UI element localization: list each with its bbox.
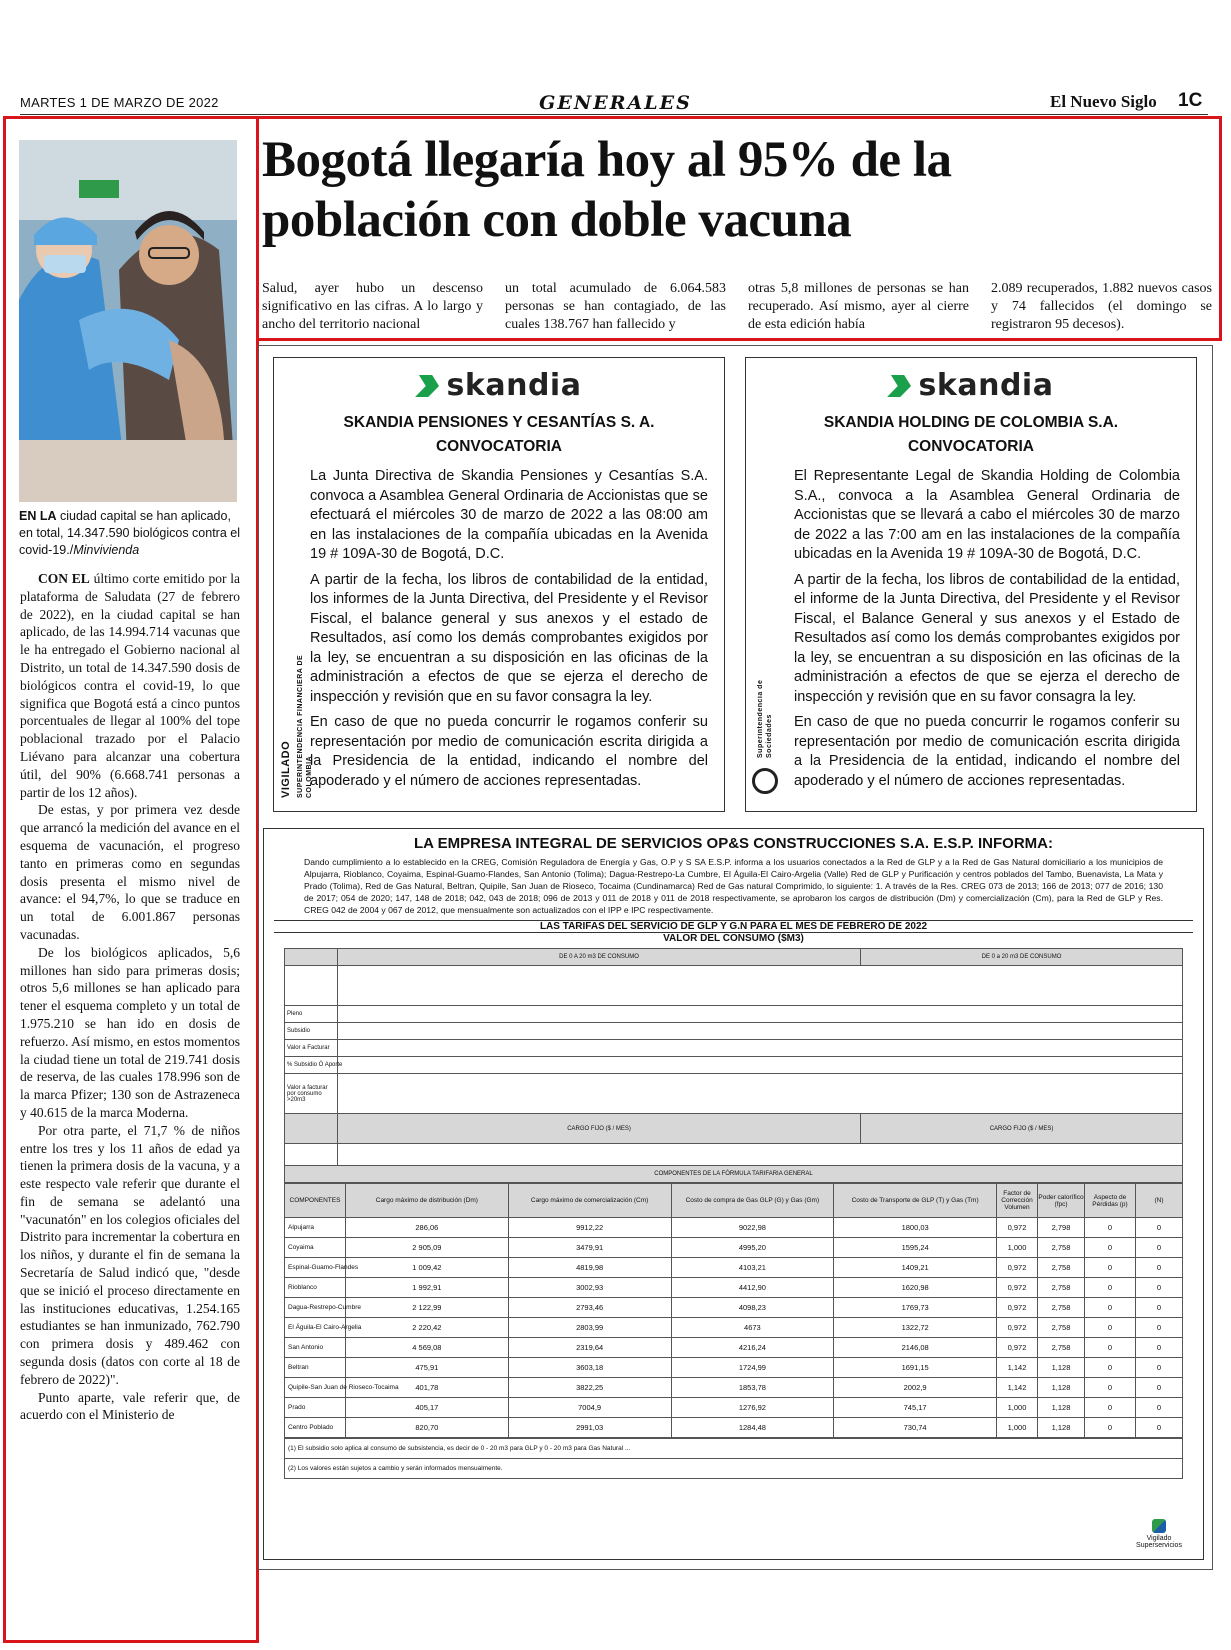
value-cell: 405,17 (346, 1398, 509, 1418)
municipality-cell: San Antonio (285, 1338, 346, 1358)
cargo-fijo-left: CARGO FIJO ($ / MES) (338, 1114, 861, 1144)
cell (338, 966, 1183, 1006)
tariff-row-label: Valor a facturar por consumo >20m3 (285, 1074, 338, 1114)
headline: Bogotá llegaría hoy al 95% de la población con doble vacuna (262, 132, 952, 248)
ad2-paragraph-2: A partir de la fecha, los libros de contabilidad de la entidad, el informe de la Junta Directiva, del Presidente y el Revisor Fiscal, el Balance General y sus anexos y el Estado de Resultados así como los demás comprobantes exigidos por la ley, se encuentran a su disposición en las oficinas de la administración a efectos de que se ejerza el derecho de inspección y revisión que en su favor consagra la ley. (794, 571, 1180, 705)
value-cell: 1800,03 (834, 1218, 997, 1238)
caption-lead: EN LA (19, 509, 57, 523)
value-cell: 0 (1136, 1238, 1183, 1258)
skandia-logo: skandia (274, 368, 724, 403)
value-cell: 1691,15 (834, 1358, 997, 1378)
tariff-table-wrap (284, 948, 1183, 1479)
value-cell: 0 (1085, 1238, 1136, 1258)
value-cell: 9912,22 (508, 1218, 671, 1238)
value-cell: 0 (1136, 1318, 1183, 1338)
value-cell: 0,972 (997, 1278, 1038, 1298)
value-cell: 745,17 (834, 1398, 997, 1418)
municipality-cell: Espinal-Guamo-Flandes (285, 1258, 346, 1278)
value-cell: 1 009,42 (346, 1258, 509, 1278)
tariff-row-label: Valor a Facturar (285, 1040, 338, 1057)
tariff-range-right: DE 0 a 20 m3 DE CONSUMO (861, 949, 1183, 966)
value-cell: 820,70 (346, 1418, 509, 1438)
components-col-header: Poder calorífico (fpc) (1038, 1184, 1085, 1218)
skandia-mark-icon (887, 375, 913, 397)
value-cell: 1724,99 (671, 1358, 834, 1378)
ad1-title: SKANDIA PENSIONES Y CESANTÍAS S. A. (343, 414, 655, 431)
subcolumn-4: 2.089 recuperados, 1.882 nuevos casos y 74 fallecidos (el domingo se registraron 95 decesos). (991, 281, 1212, 332)
page-number: 1C (1178, 90, 1203, 111)
ad1-superfinanciera-label: SUPERINTENDENCIA FINANCIERA DE COLOMBIA (297, 654, 313, 798)
cell (285, 1144, 338, 1166)
article-paragraph-5: Punto aparte, vale referir que, de acuerdo con el Ministerio de (20, 1389, 240, 1423)
article-paragraph-1: último corte emitido por la plataforma de Saludata (27 de febrero de 2022), en la ciudad capital se han aplicado, de las 14.994.714 vacunas que le ha entregado el Gobierno nacional al Distrito, un total de 14.347.590 dosis de biológicos contra el covid-19, lo que significa que Bogotá está a cinco puntos porcentuales de llegar al 100% del tope poblacional trazado por el Palacio Liévano para alcanzar una cobertura útil, del 90% (6.668.741 personas a partir de los 12 años). (20, 571, 241, 800)
subcolumn-1: Salud, ayer hubo un descenso significativo en las cifras. A lo largo y ancho del territorio nacional (262, 281, 483, 332)
table-row (285, 1278, 1183, 1298)
cell (285, 949, 338, 966)
value-cell: 1,142 (997, 1358, 1038, 1378)
value-cell: 4103,21 (671, 1258, 834, 1278)
tariff-row-values (338, 1023, 1183, 1040)
article-paragraph-4: Por otra parte, el 71,7 % de niños entre los tres y los 11 años de edad ya tienen la primera dosis de la vacuna, y a este respecto vale referir que durante el fin de semana se adelantó una "vacunatón" en los colegios oficiales del Distrito para incrementar la cobertura en los niños, y durante el fin de semana la Secretaría de Salud indicó que, "desde que se inició el proceso directamente en las instituciones educativas, 1.254.165 estudiantes se han inmunizado, 762.790 con primera dosis y 489.462 con segunda dosis (datos con corte al 18 de febrero de 2022)". (20, 1122, 240, 1387)
cell (338, 1144, 1183, 1166)
table-row (285, 1418, 1183, 1438)
value-cell: 1,128 (1038, 1358, 1085, 1378)
ad1-paragraph-1: La Junta Directiva de Skandia Pensiones y Cesantías S.A. convoca a Asamblea General Ordinaria de Accionistas que se efectuará el miércoles 30 de marzo de 2022 a las 08:00 am en las instalaciones de la compañía ubicadas en la Avenida 19 # 109A-30 de Bogotá, D.C. (310, 468, 708, 562)
components-col-header: Cargo máximo de distribución (Dm) (346, 1184, 509, 1218)
value-cell: 1276,92 (671, 1398, 834, 1418)
value-cell: 1,128 (1038, 1418, 1085, 1438)
cell (285, 1114, 338, 1144)
table-row (285, 1318, 1183, 1338)
ad1-subtitle: CONVOCATORIA (435, 438, 562, 455)
ad2-supersociedades-label: Superintendencia de Sociedades (757, 679, 773, 758)
value-cell: 2,758 (1038, 1338, 1085, 1358)
value-cell: 2803,99 (508, 1318, 671, 1338)
subcolumn-3: otras 5,8 millones de personas se han recuperado. Así mismo, ayer al cierre de esta edición había (748, 281, 969, 332)
components-col-header: Aspecto de Pérdidas (p) (1085, 1184, 1136, 1218)
components-col-header: Cargo máximo de comercialización (Cm) (508, 1184, 671, 1218)
value-cell: 0 (1136, 1378, 1183, 1398)
article-paragraph-2: De estas, y por primera vez desde que arrancó la medición del avance en el esquema de vacunación, el progreso tanto en primeras como en segundas dosis presenta el mismo nivel de avance: el 94,7%, lo que se traduce en un total de 6.001.867 personas vacunadas. (20, 802, 241, 942)
value-cell: 1 992,91 (346, 1278, 509, 1298)
table-row (285, 1358, 1183, 1378)
value-cell: 1,142 (997, 1378, 1038, 1398)
value-cell: 0 (1136, 1218, 1183, 1238)
components-title: COMPONENTES DE LA FÓRMULA TARIFARIA GENERAL (285, 1166, 1183, 1183)
table-row (285, 1378, 1183, 1398)
value-cell: 7004,9 (508, 1398, 671, 1418)
components-col-header: (N) (1136, 1184, 1183, 1218)
value-cell: 0 (1085, 1218, 1136, 1238)
value-cell: 3479,91 (508, 1238, 671, 1258)
value-cell: 0 (1085, 1378, 1136, 1398)
value-cell: 0 (1136, 1398, 1183, 1418)
header-rule (20, 114, 1208, 115)
components-col-header: Costo de compra de Gas GLP (G) y Gas (Gm) (671, 1184, 834, 1218)
table-row (285, 1238, 1183, 1258)
value-cell: 4673 (671, 1318, 834, 1338)
section-title: GENERALES (539, 92, 692, 114)
value-cell: 0 (1136, 1258, 1183, 1278)
subcolumn-2: un total acumulado de 6.064.583 personas se han contagiado, de las cuales 138.767 han fallecido y (505, 281, 726, 332)
ad2-paragraph-3: En caso de que no pueda concurrir le rogamos conferir su representación por medio de comunicación escrita dirigida a la Presidencia de la entidad, indicando el nombre del apoderado y el número de acciones representadas. (794, 714, 1180, 789)
value-cell: 2,758 (1038, 1298, 1085, 1318)
components-col-header: Factor de Corrección Volumen (997, 1184, 1038, 1218)
caption-credit: Minvivienda (73, 543, 140, 557)
value-cell: 0 (1136, 1358, 1183, 1378)
value-cell: 1,128 (1038, 1398, 1085, 1418)
value-cell: 2,758 (1038, 1278, 1085, 1298)
value-cell: 2146,08 (834, 1338, 997, 1358)
municipality-cell: Dagua-Restrepo-Cumbre (285, 1298, 346, 1318)
superservicios-logo: Vigilado Superservicios (1129, 1519, 1189, 1549)
ad1-vigilado-label: VIGILADO (280, 740, 292, 798)
ad2-title: SKANDIA HOLDING DE COLOMBIA S.A. (823, 414, 1119, 431)
page-date: MARTES 1 DE MARZO DE 2022 (20, 95, 219, 110)
value-cell: 0,972 (997, 1298, 1038, 1318)
table-row (285, 1218, 1183, 1238)
value-cell: 2 220,42 (346, 1318, 509, 1338)
value-cell: 0 (1085, 1278, 1136, 1298)
value-cell: 4412,90 (671, 1278, 834, 1298)
value-cell: 3603,18 (508, 1358, 671, 1378)
value-cell: 1620,98 (834, 1278, 997, 1298)
value-cell: 0 (1136, 1278, 1183, 1298)
table-row (285, 1298, 1183, 1318)
value-cell: 0 (1085, 1398, 1136, 1418)
tariff-notice (263, 828, 1204, 1560)
value-cell: 401,78 (346, 1378, 509, 1398)
municipality-cell: Centro Poblado (285, 1418, 346, 1438)
municipality-cell: Quipile-San Juan de Rioseco-Tocaima (285, 1378, 346, 1398)
value-cell: 0 (1136, 1298, 1183, 1318)
value-cell: 2,798 (1038, 1218, 1085, 1238)
value-cell: 475,91 (346, 1358, 509, 1378)
article-paragraph-3: De los biológicos aplicados, 5,6 millones han sido para primeras dosis; otros 5,6 millones se han aplicado para tener el esquema completo y un total de 1.975.210 se han ido en dosis de refuerzo. Así mismo, en estos momentos la ciudad tiene un total de 219.741 dosis de reserva, de las cuales 178.996 son de la marca Pfizer; 130 son de Astrazeneca y 40.615 de la marca Moderna. (20, 944, 240, 1120)
ad2-paragraph-1: El Representante Legal de Skandia Holding de Colombia S.A., convoca a la Asamblea General Ordinaria de Accionistas que se llevará a cabo el miércoles 30 de marzo de 2022 a las 7:00 am en las instalaciones de la compañía ubicadas en la Avenida 19 # 109A-30 de Bogotá, D.C. (794, 468, 1180, 562)
value-cell: 0 (1085, 1258, 1136, 1278)
value-cell: 2 122,99 (346, 1298, 509, 1318)
value-cell: 3002,93 (508, 1278, 671, 1298)
cell (285, 966, 338, 1006)
value-cell: 286,06 (346, 1218, 509, 1238)
value-cell: 0,972 (997, 1318, 1038, 1338)
value-cell: 730,74 (834, 1418, 997, 1438)
ad2-body (794, 467, 1180, 791)
tariff-row-values (338, 1057, 1183, 1074)
tariff-footnote-2: (2) Los valores están sujetos a cambio y serán informados mensualmente. (285, 1459, 1183, 1479)
value-cell: 1,000 (997, 1238, 1038, 1258)
tariff-band-2: VALOR DEL CONSUMO ($M3) (274, 932, 1193, 944)
value-cell: 0 (1136, 1418, 1183, 1438)
superservicios-icon (1152, 1519, 1166, 1533)
components-col-header: COMPONENTES (285, 1184, 346, 1218)
photo-caption (19, 508, 241, 559)
value-cell: 1284,48 (671, 1418, 834, 1438)
skandia-pensiones-ad (273, 357, 725, 812)
cargo-fijo-right: CARGO FIJO ($ / MES) (861, 1114, 1183, 1144)
value-cell: 2002,9 (834, 1378, 997, 1398)
municipality-cell: Rioblanco (285, 1278, 346, 1298)
tariff-footnotes (284, 1438, 1183, 1479)
value-cell: 0 (1085, 1358, 1136, 1378)
value-cell: 0 (1085, 1298, 1136, 1318)
tariff-footnote-1: (1) El subsidio solo aplica al consumo de subsistencia, es decir de 0 - 20 m3 para GLP y 0 - 20 m3 para Gas Natural ... (285, 1439, 1183, 1459)
supersociedades-logo-icon (752, 768, 778, 794)
tariff-row-values (338, 1074, 1183, 1114)
value-cell: 2,758 (1038, 1258, 1085, 1278)
components-col-header: Costo de Transporte de GLP (T) y Gas (Tm) (834, 1184, 997, 1218)
value-cell: 1,000 (997, 1418, 1038, 1438)
caption-text: ciudad capital se han aplicado, en total, 14.347.590 biológicos contra el covid-19./ (19, 509, 240, 557)
value-cell: 2319,64 (508, 1338, 671, 1358)
value-cell: 4819,98 (508, 1258, 671, 1278)
tariff-row-label: % Subsidio Ó Aporte (285, 1057, 338, 1074)
vaccination-photo (19, 140, 237, 502)
value-cell: 0,972 (997, 1338, 1038, 1358)
tariff-title: LA EMPRESA INTEGRAL DE SERVICIOS OP&S CONSTRUCCIONES S.A. E.S.P. INFORMA: (414, 835, 1053, 852)
value-cell: 1409,21 (834, 1258, 997, 1278)
skandia-mark-icon (415, 375, 441, 397)
value-cell: 1,128 (1038, 1378, 1085, 1398)
value-cell: 3822,25 (508, 1378, 671, 1398)
value-cell: 0 (1136, 1338, 1183, 1358)
value-cell: 4216,24 (671, 1338, 834, 1358)
table-row (285, 1398, 1183, 1418)
tariff-range-left: DE 0 A 20 m3 DE CONSUMO (338, 949, 861, 966)
value-cell: 1322,72 (834, 1318, 997, 1338)
value-cell: 0 (1085, 1418, 1136, 1438)
tariff-row-label: Subsidio (285, 1023, 338, 1040)
headline-subcolumns (262, 280, 1212, 334)
value-cell: 9022,98 (671, 1218, 834, 1238)
tariff-row-values (338, 1006, 1183, 1023)
article-lead: CON EL (38, 571, 90, 586)
ad1-body (310, 467, 708, 791)
tariff-row-label: Pleno (285, 1006, 338, 1023)
value-cell: 4995,20 (671, 1238, 834, 1258)
value-cell: 0,972 (997, 1218, 1038, 1238)
ad2-subtitle: CONVOCATORIA (907, 438, 1034, 455)
skandia-holding-ad (745, 357, 1197, 812)
article-body (20, 570, 240, 1424)
value-cell: 1853,78 (671, 1378, 834, 1398)
municipality-cell: Beltran (285, 1358, 346, 1378)
table-row (285, 1258, 1183, 1278)
municipality-cell: El Águila-El Cairo-Argelia (285, 1318, 346, 1338)
skandia-logo: skandia (746, 368, 1196, 403)
value-cell: 0 (1085, 1318, 1136, 1338)
value-cell: 0,972 (997, 1258, 1038, 1278)
municipality-cell: Alpujarra (285, 1218, 346, 1238)
value-cell: 2 905,09 (346, 1238, 509, 1258)
value-cell: 1769,73 (834, 1298, 997, 1318)
value-cell: 0 (1085, 1338, 1136, 1358)
ad1-paragraph-2: A partir de la fecha, los libros de contabilidad de la entidad, los informes de la Junta Directiva, del Presidente y el Revisor Fiscal, el balance general y sus anexos y el estado de Resultados, así como los demás comprobantes exigidos por la ley, se encuentran a su disposición en las oficinas de la administración a efectos de que se ejerza el derecho de inspección y revisión que en su favor consagra la ley. (310, 571, 708, 705)
tariff-row-values (338, 1040, 1183, 1057)
value-cell: 2991,03 (508, 1418, 671, 1438)
ad1-paragraph-3: En caso de que no pueda concurrir le rogamos conferir su representación por medio de comunicación escrita dirigida a la Presidencia de la entidad, indicando el nombre del apoderado y el número de acciones representadas. (310, 714, 708, 789)
tariff-band-1: LAS TARIFAS DEL SERVICIO DE GLP Y G.N PARA EL MES DE FEBRERO DE 2022 (274, 920, 1193, 932)
value-cell: 2,758 (1038, 1238, 1085, 1258)
value-cell: 2793,46 (508, 1298, 671, 1318)
value-cell: 2,758 (1038, 1318, 1085, 1338)
components-table (284, 1183, 1183, 1438)
value-cell: 1,000 (997, 1398, 1038, 1418)
municipality-cell: Coyaima (285, 1238, 346, 1258)
newspaper-name: El Nuevo Siglo (1050, 92, 1157, 111)
tariff-table (284, 948, 1183, 1183)
value-cell: 4098,23 (671, 1298, 834, 1318)
value-cell: 4 569,08 (346, 1338, 509, 1358)
table-row (285, 1338, 1183, 1358)
municipality-cell: Prado (285, 1398, 346, 1418)
tariff-intro: Dando cumplimiento a lo establecido en la CREG, Comisión Reguladora de Energía y Gas, O.P y S SA E.S.P. informa a los usuarios conectados a la Red de GLP y a la Red de Gas Natural domiciliario a los municipios de Alpujarra, Rioblanco, Coyaima, Espinal-Guamo-Flandes, San Antonio (Tolima); Dagua-Restrepo-La Cumbre, El Águila-El Cairo-Argelia (Valle) Red de GLP y Purificación y centros poblados del Tambo, Buenavista, La Mata y Prado (Tolima), Red de Gas Natural, Beltran, Quipile, San Juan de Rioseco, Tocaima (Cundinamarca) Red de Gas natural Comprimido, lo siguiente: 1. A través de la Res. CREG 073 de 2013; 166 de 2013; 077 de 2016; 130 de 2017; 054 de 2020; 147, 148 de 2018; 042, 043 de 2018; 096 de 2013 y 011 de 2018 y 011 de 2018 respectivamente, se aprobaron los cargos de distribución (Dm) y comercialización (Cm), para la Red de GLP y Res. CREG 042 de 2004 y 067 de 2012, que mensualmente son actualizados con el IPP e IPC respectivamente. (304, 857, 1163, 915)
value-cell: 1595,24 (834, 1238, 997, 1258)
